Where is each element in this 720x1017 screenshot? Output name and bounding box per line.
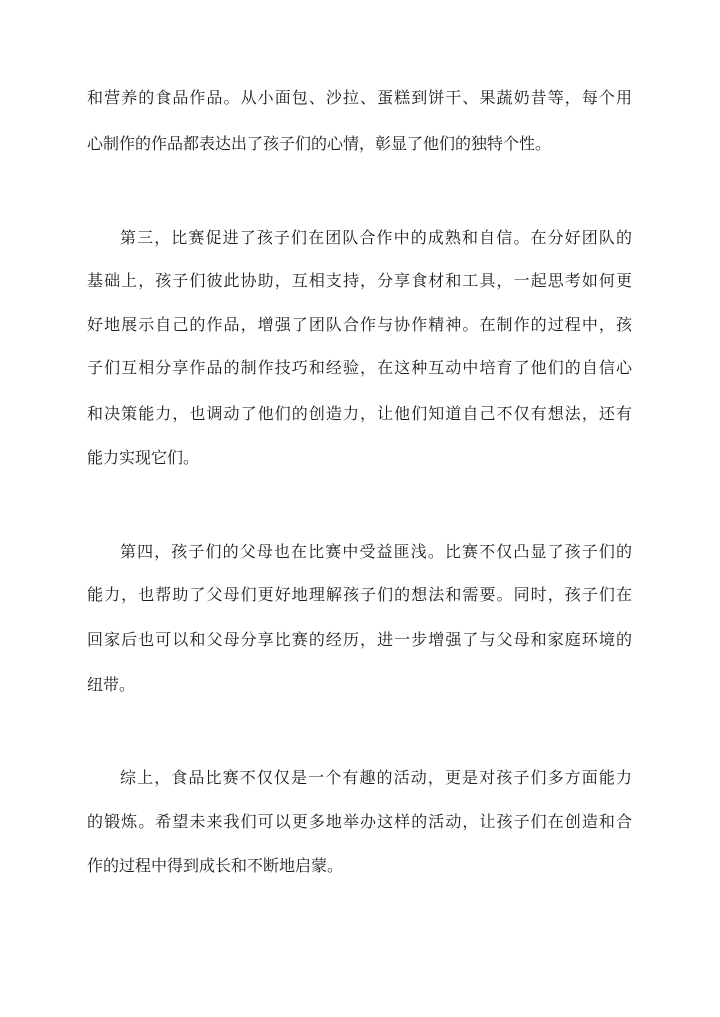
paragraph-line: 第四，孩子们的父母也在比赛中受益匪浅。比赛不仅凸显了孩子们的 (120, 542, 632, 561)
paragraph-line: 基础上，孩子们彼此协助，互相支持，分享食材和工具，一起思考如何更 (87, 271, 632, 290)
paragraph-line: 好地展示自己的作品，增强了团队合作与协作精神。在制作的过程中，孩 (87, 315, 632, 334)
paragraph-line: 的锻炼。希望未来我们可以更多地举办这样的活动，让孩子们在创造和合 (87, 812, 632, 831)
paragraph-line: 心制作的作品都表达出了孩子们的心情，彰显了他们的独特个性。 (87, 134, 552, 153)
paragraph-line: 作的过程中得到成长和不断地启蒙。 (87, 856, 344, 875)
paragraph-line: 能力实现它们。 (87, 448, 200, 467)
paragraph-line: 和营养的食品作品。从小面包、沙拉、蛋糕到饼干、果蔬奶昔等，每个用 (87, 88, 632, 107)
paragraph-line: 综上，食品比赛不仅仅是一个有趣的活动，更是对孩子们多方面能力 (120, 768, 632, 787)
paragraph-line: 能力，也帮助了父母们更好地理解孩子们的想法和需要。同时，孩子们在 (87, 585, 632, 604)
paragraph-line: 子们互相分享作品的制作技巧和经验，在这种互动中培育了他们的自信心 (87, 358, 632, 377)
paragraph-line: 回家后也可以和父母分享比赛的经历，进一步增强了与父母和家庭环境的 (87, 630, 632, 649)
paragraph-line: 和决策能力，也调动了他们的创造力，让他们知道自己不仅有想法，还有 (87, 404, 632, 423)
paragraph-line: 纽带。 (87, 675, 136, 694)
paragraph-line: 第三，比赛促进了孩子们在团队合作中的成熟和自信。在分好团队的 (120, 228, 632, 247)
